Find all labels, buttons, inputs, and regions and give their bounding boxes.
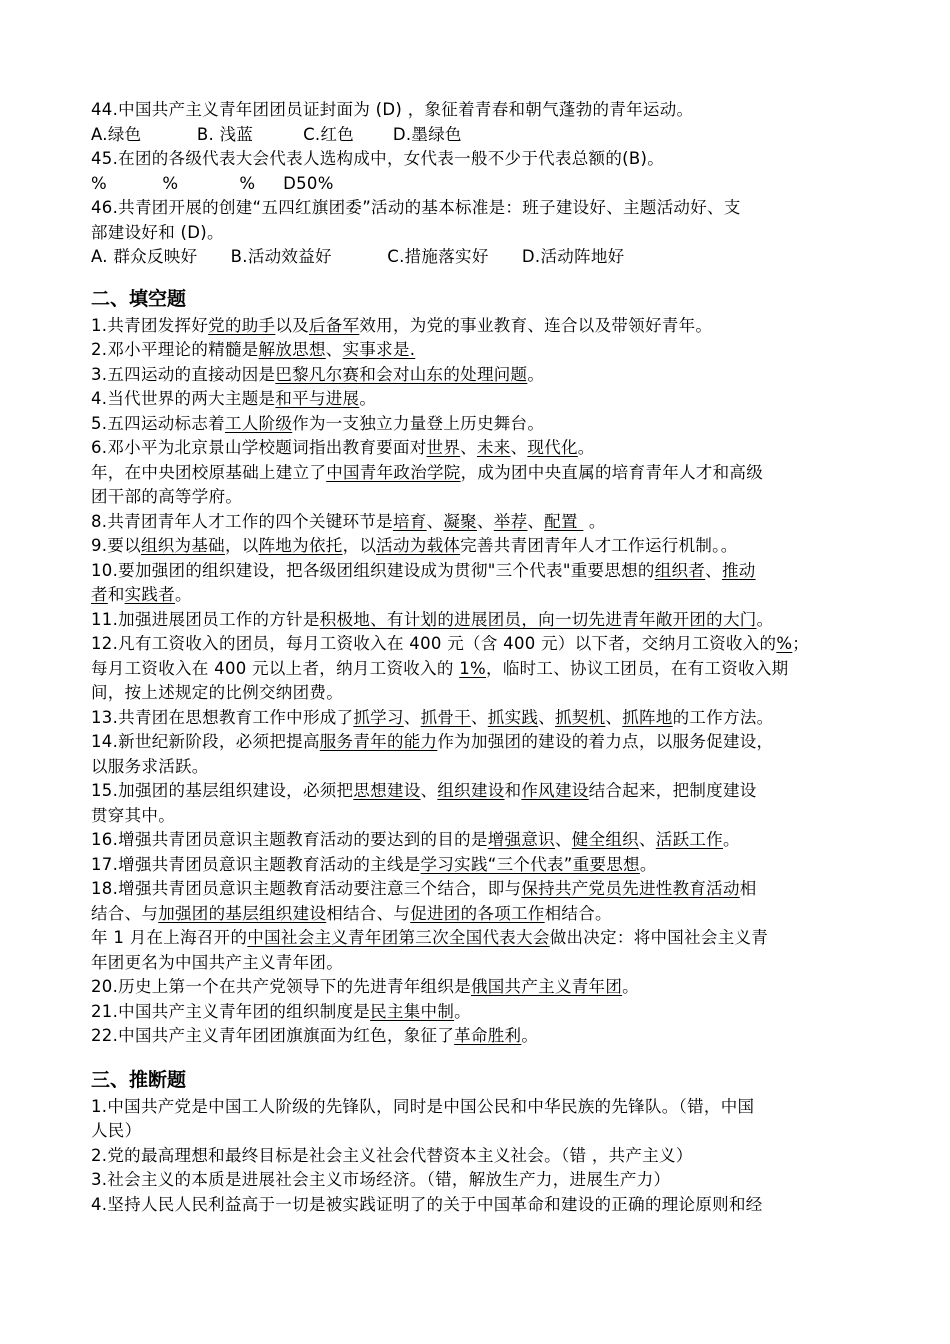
line-text: ； xyxy=(792,634,810,653)
line-text: % % % D50% xyxy=(91,173,334,193)
answer-blank: 中国社会主义青年团第三次全国代表大会 xyxy=(247,928,550,947)
answer-blank: % xyxy=(776,634,793,653)
line-text: 1.共青团发挥好 xyxy=(91,315,209,335)
text-line xyxy=(91,1119,871,1144)
answer-blank: 实践者 xyxy=(124,585,176,604)
text-line xyxy=(91,559,871,584)
answer-blank: 配置 xyxy=(544,511,584,531)
answer-blank: 举荐 xyxy=(493,511,528,531)
line-text: 。 xyxy=(722,830,740,849)
text-line xyxy=(91,1193,871,1218)
answer-blank: 阵地为依托 xyxy=(258,536,343,555)
line-text: 、 xyxy=(426,511,444,531)
line-text: 3.社会主义的本质是进展社会主义市场经济。（错，解放生产力，进展生产力） xyxy=(91,1170,671,1189)
answer-blank: 党的助手 xyxy=(208,315,276,335)
line-text: 16.增强共青团员意识主题教育活动的要达到的目的是 xyxy=(91,830,488,849)
line-text: 12.凡有工资收入的团员，每月工资收入在 400 元（含 400 元）以下者，交纳月工资收入的 xyxy=(91,634,777,653)
line-text: 、 xyxy=(476,511,494,531)
text-line xyxy=(91,147,871,172)
answer-blank: 服务青年的能力 xyxy=(319,732,438,751)
multiple-choice-block xyxy=(91,98,871,270)
line-text: 4.当代世界的两大主题是 xyxy=(91,389,276,408)
line-text: A. 群众反映好 B.活动效益好 C.措施落实好 D.活动阵地好 xyxy=(91,247,625,266)
answer-blank: 活跃工作 xyxy=(655,830,723,849)
text-line xyxy=(91,681,871,706)
line-text: ，以 xyxy=(224,536,259,555)
judgment-block xyxy=(91,1095,871,1218)
answer-blank: 增强意识 xyxy=(487,830,555,849)
answer-blank: 学习实践“三个代表”重要思想 xyxy=(420,854,640,874)
answer-blank: 促进团的各项工作 xyxy=(410,903,545,923)
line-text: 14.新世纪新阶段，必须把提高 xyxy=(91,732,320,751)
answer-blank: 组织者 xyxy=(654,560,706,580)
line-text: 作为一支独立力量登上历史舞台。 xyxy=(292,413,545,433)
answer-blank: 保持共产党员先进性教育活动 xyxy=(521,879,740,898)
text-line xyxy=(91,1168,871,1193)
line-text: 13.共青团在思想教育工作中形成了 xyxy=(91,707,354,727)
line-text: 作为加强团的建设的着力点，以服务促建设， xyxy=(437,732,774,751)
line-text: 相结合。 xyxy=(544,903,612,923)
text-line xyxy=(91,221,871,246)
answer-blank: 解放思想 xyxy=(258,340,326,359)
line-text: 4.坚持人民人民利益高于一切是被实践证明了的关于中国革命和建设的正确的理论原则和经 xyxy=(91,1194,763,1214)
line-text: 年团更名为中国共产主义青年团。 xyxy=(91,952,343,972)
line-text: 20.历史上第一个在共产党领导下的先进青年组织是 xyxy=(91,977,471,996)
answer-blank: 抓学习 xyxy=(353,707,404,727)
answer-blank: 加强团的基层组织建设 xyxy=(158,903,327,923)
line-text: 18.增强共青团员意识主题教育活动要注意三个结合，即与 xyxy=(91,879,522,898)
answer-blank: 抓实践 xyxy=(487,707,539,727)
answer-blank: 者 xyxy=(91,585,108,604)
line-text: 。 xyxy=(622,977,639,996)
text-line xyxy=(91,1144,871,1169)
text-line xyxy=(91,510,871,535)
text-line xyxy=(91,436,871,461)
line-text: 1.中国共产党是中国工人阶级的先锋队，同时是中国公民和中华民族的先锋队。（错，中国 xyxy=(91,1096,755,1116)
line-text: 每月工资收入在 400 元以上者，纳月工资收入的 xyxy=(91,658,460,678)
line-text: 结合起来，把制度建设 xyxy=(588,781,757,800)
line-text: 3.五四运动的直接动因是 xyxy=(91,364,276,384)
text-line xyxy=(91,926,871,951)
text-line xyxy=(91,877,871,902)
text-line xyxy=(91,975,871,1000)
line-text: 、 xyxy=(460,438,477,457)
text-line xyxy=(91,583,871,608)
line-text: 效用，为党的事业教育、连合以及带领好青年。 xyxy=(359,315,713,335)
answer-blank: 巴黎凡尔赛和会对山东的处理问题 xyxy=(275,364,528,384)
answer-blank: 思想建设 xyxy=(353,781,421,800)
text-line xyxy=(91,779,871,804)
text-line xyxy=(91,338,871,363)
line-text: 、 xyxy=(705,560,722,580)
line-text: 年 1 月在上海召开的 xyxy=(91,928,248,947)
line-text: 2.邓小平理论的精髓是 xyxy=(91,340,259,359)
section-heading-judgment: 三、推断题 xyxy=(91,1068,187,1091)
text-line xyxy=(91,485,871,510)
line-text: 年，在中央团校原基础上建立了 xyxy=(91,462,327,482)
text-line xyxy=(91,1000,871,1025)
text-line xyxy=(91,98,871,123)
text-line xyxy=(91,123,871,148)
line-text: 8.共青团青年人才工作的四个关键环节是 xyxy=(91,511,393,531)
line-text: 。 xyxy=(577,438,595,457)
text-line xyxy=(91,196,871,221)
answer-blank: 培育 xyxy=(392,511,427,531)
answer-blank: 中国青年政治学院 xyxy=(326,462,461,482)
answer-blank: 组织建设 xyxy=(437,781,505,800)
line-text: 17.增强共青团员意识主题教育活动的主线是 xyxy=(91,854,421,874)
line-text: 。 xyxy=(521,1026,539,1045)
answer-blank: 世界 xyxy=(426,438,461,457)
line-text: ，以 xyxy=(342,536,377,555)
line-text: 团干部的高等学府。 xyxy=(91,487,243,506)
line-text: 以服务求活跃。 xyxy=(91,756,209,776)
text-line xyxy=(91,730,871,755)
text-line xyxy=(91,755,871,780)
line-text: 、 xyxy=(403,707,421,727)
answer-blank: 抓阵地 xyxy=(622,707,673,727)
answer-blank: 未来 xyxy=(476,438,511,457)
answer-blank: 实事求是. xyxy=(342,340,416,359)
line-text: 、 xyxy=(420,781,438,800)
line-text: 22.中国共产主义青年团团旗旗面为红色，象征了 xyxy=(91,1026,455,1045)
line-text: 和 xyxy=(107,585,125,604)
text-line xyxy=(91,706,871,731)
answer-blank: 民主集中制 xyxy=(370,1001,455,1021)
document-page xyxy=(91,98,871,1217)
answer-blank: 抓骨干 xyxy=(420,707,471,727)
text-line xyxy=(91,657,871,682)
line-text: 相 xyxy=(739,879,757,898)
section-heading-fill-in: 二、填空题 xyxy=(91,287,187,310)
line-text: A.绿色 B. 浅蓝 C.红色 D.墨绿色 xyxy=(91,124,462,144)
line-text: 和 xyxy=(504,781,522,800)
line-text: 10.要加强团的组织建设，把各级团组织建设成为贯彻"三个代表"重要思想的 xyxy=(91,560,655,580)
line-text: 的工作方法。 xyxy=(672,707,774,727)
line-text: 、 xyxy=(470,707,488,727)
text-line xyxy=(91,363,871,388)
answer-blank: 组织为基础 xyxy=(140,536,225,555)
answer-blank: 革命胜利 xyxy=(454,1026,522,1045)
line-text: 。 xyxy=(454,1001,471,1021)
line-text: 6.邓小平为北京景山学校题词指出教育要面对 xyxy=(91,438,427,457)
line-text: 11.加强进展团员工作的方针是 xyxy=(91,609,320,629)
answer-blank: 俄国共产主义青年团 xyxy=(470,977,623,996)
line-text: 、 xyxy=(510,438,528,457)
answer-blank: 作风建设 xyxy=(521,781,589,800)
answer-blank: 和平与进展 xyxy=(275,389,360,408)
line-text: 贯穿其中。 xyxy=(91,805,175,825)
line-text: 、 xyxy=(638,830,656,849)
answer-blank: 工人阶级 xyxy=(224,413,293,433)
answer-blank: 活动为载体 xyxy=(376,536,461,555)
text-line xyxy=(91,172,871,197)
answer-blank: 推动 xyxy=(721,560,756,580)
line-text: 做出决定：将中国社会主义青 xyxy=(549,928,769,947)
line-text: 5.五四运动标志着 xyxy=(91,413,225,433)
line-text: 结合、与 xyxy=(91,903,159,923)
text-line xyxy=(91,828,871,853)
text-line xyxy=(91,1095,871,1120)
line-text: 15.加强团的基层组织建设，必须把 xyxy=(91,781,354,800)
line-text: 。 xyxy=(359,389,377,408)
text-line xyxy=(91,387,871,412)
text-line xyxy=(91,951,871,976)
answer-blank: 积极地、有计划的进展团员，向一切先进青年敞开团的大门 xyxy=(319,609,757,629)
text-line xyxy=(91,461,871,486)
line-text: 9.要以 xyxy=(91,536,141,555)
line-text: 完善共青团青年人才工作运行机制。。 xyxy=(460,536,738,555)
line-text: 间，按上述规定的比例交纳团费。 xyxy=(91,683,343,702)
line-text: 。 xyxy=(639,854,657,874)
line-text: 44.中国共产主义青年团团员证封面为 (D) ，象征着青春和朝气蓬勃的青年运动。 xyxy=(91,100,694,119)
line-text: 、 xyxy=(527,511,545,531)
line-text: 45.在团的各级代表大会代表人选构成中，女代表一般不少于代表总额的(B)。 xyxy=(91,149,665,168)
line-text: 。 xyxy=(175,585,192,604)
answer-blank: 1% xyxy=(459,658,487,678)
line-text: 、 xyxy=(554,830,572,849)
answer-blank: 健全组织 xyxy=(571,830,639,849)
answer-blank: 后备军 xyxy=(308,315,360,335)
text-line xyxy=(91,853,871,878)
line-text: 2.党的最高理想和最终目标是社会主义社会代替资本主义社会。（错 ，共产主义） xyxy=(91,1145,693,1165)
text-line xyxy=(91,534,871,559)
text-line xyxy=(91,804,871,829)
line-text: 、 xyxy=(325,340,343,359)
line-text: 。 xyxy=(527,364,545,384)
line-text: 。 xyxy=(756,609,774,629)
line-text: 、 xyxy=(605,707,623,727)
text-line xyxy=(91,902,871,927)
text-line xyxy=(91,1024,871,1049)
line-text: 。 xyxy=(583,511,606,531)
text-line xyxy=(91,245,871,270)
fill-in-block xyxy=(91,314,871,1049)
text-line xyxy=(91,608,871,633)
line-text: ，成为团中央直属的培育青年人才和高级 xyxy=(460,462,764,482)
line-text: 人民） xyxy=(91,1121,142,1140)
line-text: 部建设好和 (D)。 xyxy=(91,222,224,242)
line-text: 相结合、与 xyxy=(326,903,411,923)
answer-blank: 现代化 xyxy=(527,438,578,457)
text-line xyxy=(91,412,871,437)
line-text: 以及 xyxy=(275,315,309,335)
line-text: ，临时工、协议工团员，在有工资收入期 xyxy=(486,658,789,678)
answer-blank: 抓契机 xyxy=(555,707,606,727)
line-text: 21.中国共产主义青年团的组织制度是 xyxy=(91,1001,371,1021)
line-text: 、 xyxy=(538,707,555,727)
text-line xyxy=(91,632,871,657)
answer-blank: 凝聚 xyxy=(443,511,477,531)
line-text: 46.共青团开展的创建“五四红旗团委”活动的基本标准是：班子建设好、主题活动好、支 xyxy=(91,198,741,217)
text-line xyxy=(91,314,871,339)
